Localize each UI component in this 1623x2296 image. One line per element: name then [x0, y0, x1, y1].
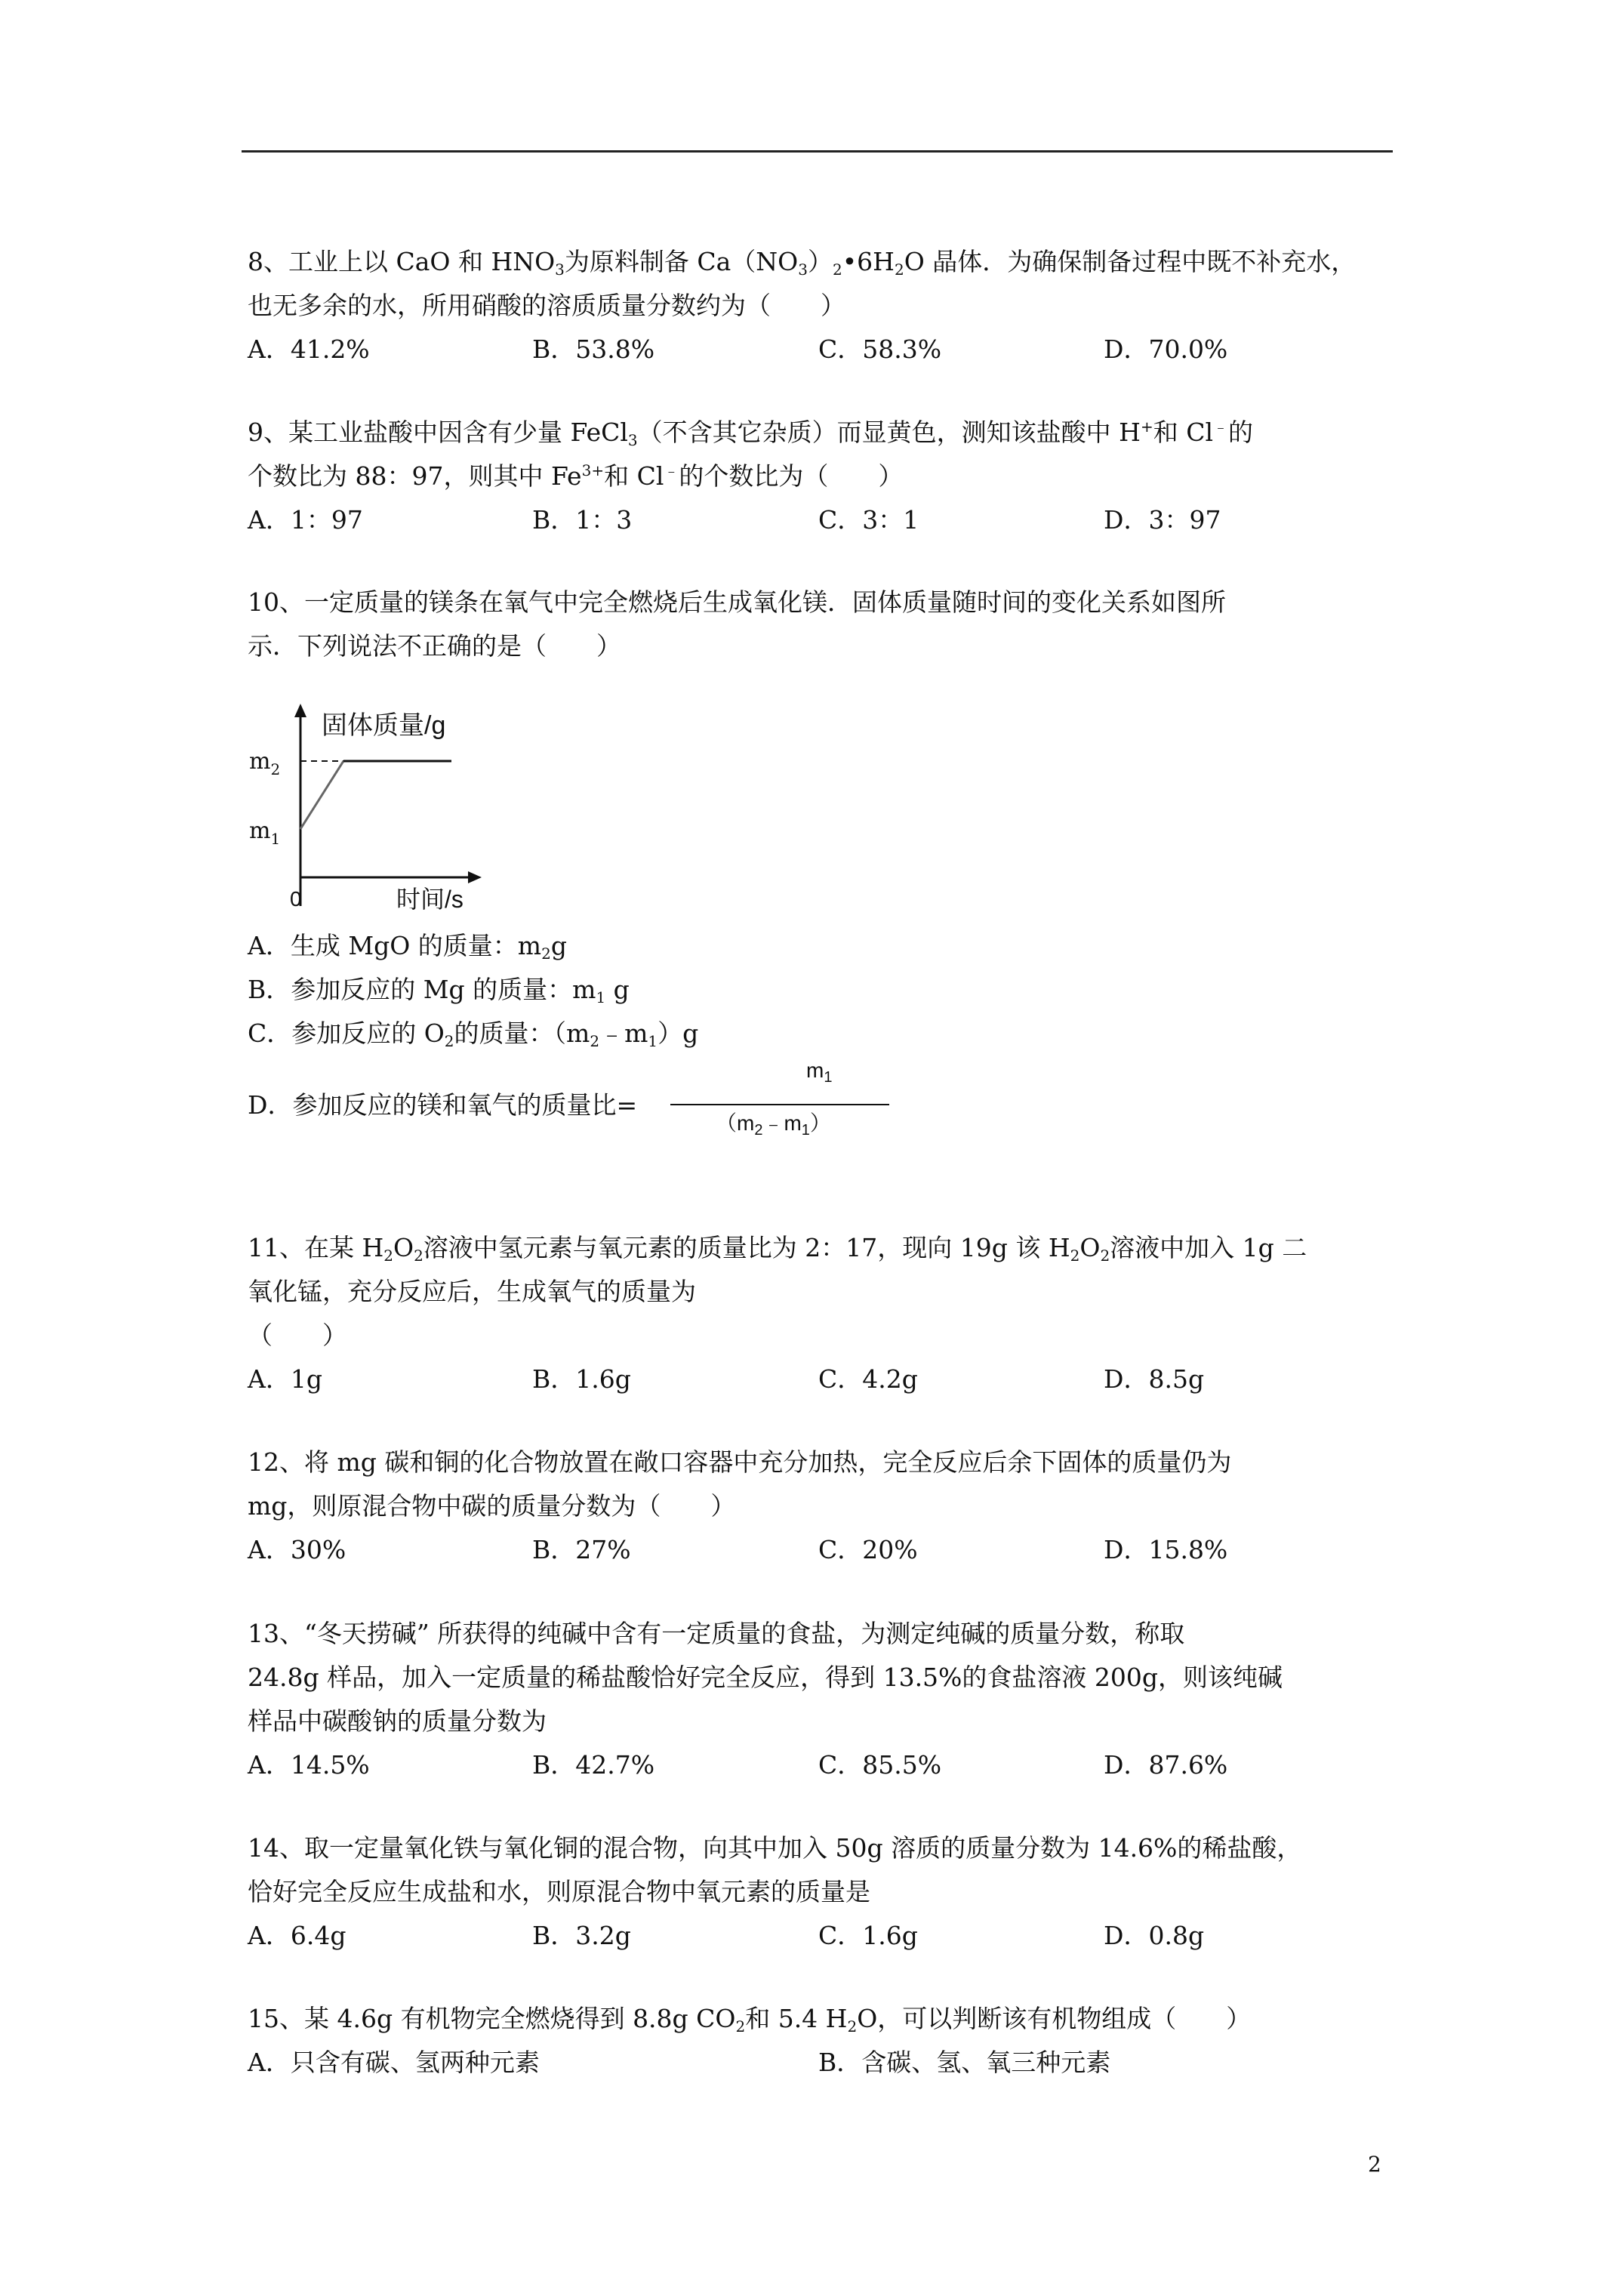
question-14-text-line1: 14、取一定量氧化铁与氧化铜的混合物，向其中加入 50g 溶质的质量分数为 14.6%的稀盐酸， [248, 1833, 1302, 1863]
question-13-text-line1: 13、“冬天捞碱” 所获得的纯碱中含有一定质量的食盐，为测定纯碱的质量分数，称取 [248, 1619, 1185, 1648]
option-d: D．15.8% [1104, 1535, 1228, 1564]
y-axis-arrow [294, 704, 306, 717]
header-rule [242, 150, 1393, 153]
question-11 [248, 1226, 1395, 1401]
option-a: A．30% [248, 1535, 346, 1564]
x-axis-arrow [468, 871, 482, 883]
m1-label: $m_1$ [249, 818, 281, 848]
question-12-text-line1: 12、将 mg 碳和铜的化合物放置在敞口容器中充分加热，完全反应后余下固体的质量仍为 [248, 1447, 1232, 1477]
option-c: C．参加反应的 $O_2$的质量：$(m_2﹣m_1)g$ [248, 1019, 699, 1050]
question-10-text-line1: 10、一定质量的镁条在氧气中完全燃烧后生成氧化镁．固体质量随时间的变化关系如图所 [248, 587, 1226, 617]
origin-label: 0 [290, 887, 302, 911]
option-b: B．3.2g [532, 1921, 631, 1950]
question-13-text-line2: 24.8g 样品，加入一定质量的稀盐酸恰好完全反应，得到 13.5%的食盐溶液 200g，则该纯碱 [248, 1663, 1283, 1692]
option-d: D．8.5g [1104, 1364, 1205, 1394]
question-11-options [248, 1358, 1395, 1401]
question-10-text-line2: 示．下列说法不正确的是（ ） [248, 631, 621, 661]
option-b: B．参加反应的 Mg 的质量：$m_1$ g [248, 975, 630, 1006]
option-a: A．41.2% [248, 334, 370, 364]
question-15-text-line1: 15、某 4.6g 有机物完全燃烧得到 8.8g $CO_2$和 5.4 $H_2O$，可以判断该有机物组成（ ） [248, 2004, 1252, 2036]
question-9 [248, 411, 1395, 542]
question-13 [248, 1612, 1395, 1787]
question-15-options [248, 2041, 1395, 2085]
question-9-options [248, 498, 1395, 542]
question-15 [248, 1997, 1395, 2085]
solid-mass-time-graph [242, 702, 491, 914]
option-b: B．27% [532, 1535, 631, 1564]
option-b: B．1：3 [532, 505, 633, 535]
question-10-options [248, 924, 1395, 1056]
option-c: C．1.6g [818, 1921, 918, 1950]
question-8-options [248, 328, 1395, 371]
question-10 [248, 581, 1395, 668]
option-d: D．0.8g [1104, 1921, 1205, 1950]
option-a: A．1：97 [248, 505, 363, 535]
question-8-text-line2: 也无多余的水，所用硝酸的溶质质量分数约为（ ） [248, 291, 845, 320]
option-c: C．4.2g [818, 1364, 918, 1394]
fraction-bar [670, 1104, 889, 1105]
m2-label: $m_2$ [249, 748, 281, 778]
fraction-numerator: $m_1$ [806, 1059, 833, 1086]
option-b: B．1.6g [532, 1364, 631, 1394]
x-axis-label: 时间/s [396, 886, 463, 913]
option-d: D．3：97 [1104, 505, 1221, 535]
option-c: C．20% [818, 1535, 918, 1564]
question-12 [248, 1441, 1395, 1572]
question-13-options [248, 1743, 1395, 1787]
question-9-text-line2: 个数比为 88：97，则其中 $Fe^{3+}$和 Cl﹣的个数比为（ ） [248, 461, 904, 491]
option-a: A．6.4g [248, 1921, 346, 1950]
question-11-text-line3: （ ） [248, 1321, 347, 1350]
fraction-denominator: $(m_2﹣m_1)$ [716, 1111, 831, 1139]
option-a: A．只含有碳、氢两种元素 [248, 2048, 540, 2077]
option-c: C．85.5% [818, 1750, 942, 1780]
option-d: D．参加反应的镁和氧气的质量比= $m_1$ $(m_2﹣m_1)$ [248, 1086, 637, 1121]
option-c: C．3：1 [818, 505, 919, 535]
option-a: A．14.5% [248, 1750, 370, 1780]
question-11-text-line1: 11、在某 $H_2O_2$溶液中氢元素与氧元素的质量比为 2：17，现向 19g 该 $H_2O_2$溶液中加入 1g 二 [248, 1233, 1307, 1265]
question-14-options [248, 1914, 1395, 1958]
option-a: A．生成 MgO 的质量：$m_2g$ [248, 931, 567, 963]
option-a: A．1g [248, 1364, 322, 1394]
question-9-text-line1: 9、某工业盐酸中因含有少量 FeCl$_3$（不含其它杂质）而显黄色，测知该盐酸中 H+和 Cl﹣的 [248, 418, 1253, 449]
option-b: B．42.7% [532, 1750, 655, 1780]
question-8 [248, 240, 1395, 371]
rising-line [300, 761, 343, 829]
question-8-text-line1: 8、工业上以 CaO 和 $HNO_3$为原料制备 $Ca(NO_3)_2•6H_2O$ 晶体．为确保制备过程中既不补充水， [248, 247, 1357, 279]
page-number: 2 [1368, 2152, 1381, 2177]
question-14-text-line2: 恰好完全反应生成盐和水，则原混合物中氧元素的质量是 [248, 1877, 870, 1906]
option-b: B．含碳、氢、氧三种元素 [818, 2048, 1111, 2077]
question-13-text-line3: 样品中碳酸钠的质量分数为 [248, 1706, 547, 1736]
option-c: C．58.3% [818, 334, 942, 364]
question-14 [248, 1826, 1395, 1958]
y-axis-label: 固体质量/g [322, 711, 446, 740]
question-12-options [248, 1528, 1395, 1572]
option-d: D．87.6% [1104, 1750, 1228, 1780]
option-d: D．70.0% [1104, 334, 1228, 364]
question-11-text-line2: 氧化锰，充分反应后，生成氧气的质量为 [248, 1277, 696, 1306]
option-b: B．53.8% [532, 334, 655, 364]
question-12-text-line2: mg，则原混合物中碳的质量分数为（ ） [248, 1491, 736, 1521]
